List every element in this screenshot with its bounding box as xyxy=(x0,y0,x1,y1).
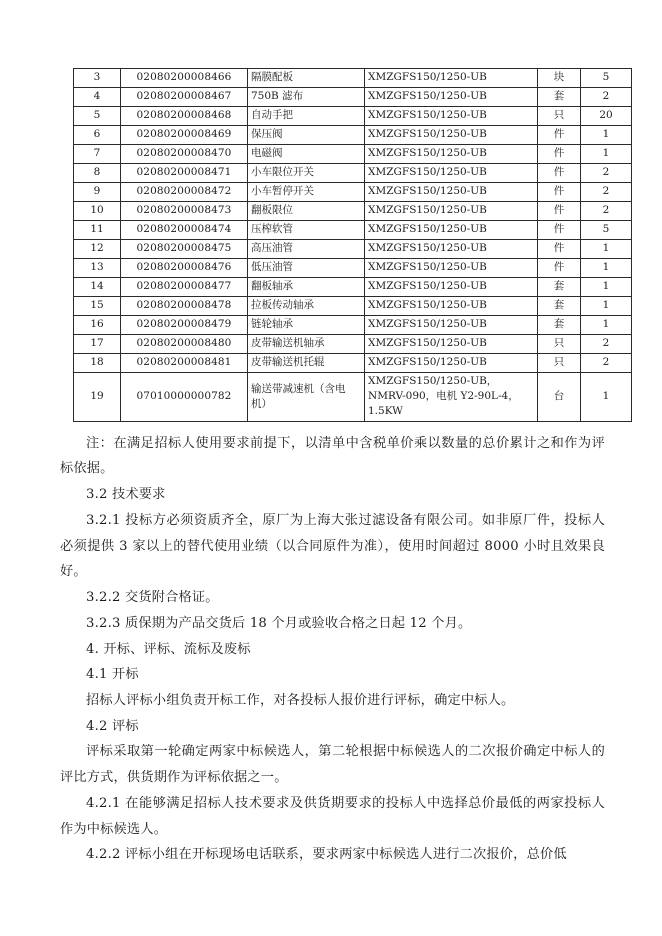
cell-no: 8 xyxy=(74,164,121,183)
table-row xyxy=(74,259,632,278)
cell-code: 02080200008477 xyxy=(121,278,248,297)
cell-code: 02080200008470 xyxy=(121,145,248,164)
cell-code: 02080200008469 xyxy=(121,126,248,145)
cell-spec: XMZGFS150/1250-UB xyxy=(365,316,538,335)
cell-qty: 1 xyxy=(581,278,632,297)
cell-no: 15 xyxy=(74,297,121,316)
cell-qty: 2 xyxy=(581,164,632,183)
section-4-1-heading: 4.1 开标 xyxy=(86,667,139,683)
cell-no: 18 xyxy=(74,354,121,373)
table-row xyxy=(74,297,632,316)
cell-name: 拉板传动轴承 xyxy=(248,297,365,316)
cell-spec: XMZGFS150/1250-UB xyxy=(365,145,538,164)
cell-no: 19 xyxy=(74,373,121,422)
cell-unit: 件 xyxy=(538,126,581,145)
cell-no: 3 xyxy=(74,69,121,88)
cell-code: 02080200008472 xyxy=(121,183,248,202)
cell-no: 16 xyxy=(74,316,121,335)
cell-unit: 套 xyxy=(538,297,581,316)
cell-name: 保压阀 xyxy=(248,126,365,145)
table-row xyxy=(74,164,632,183)
cell-name: 电磁阀 xyxy=(248,145,365,164)
cell-spec: XMZGFS150/1250-UB xyxy=(365,221,538,240)
cell-code: 02080200008473 xyxy=(121,202,248,221)
cell-name: 自动手把 xyxy=(248,107,365,126)
cell-no: 14 xyxy=(74,278,121,297)
cell-name: 低压油管 xyxy=(248,259,365,278)
cell-name: 翻板轴承 xyxy=(248,278,365,297)
cell-qty: 1 xyxy=(581,373,632,422)
cell-name: 链轮轴承 xyxy=(248,316,365,335)
cell-qty: 20 xyxy=(581,107,632,126)
section-3-2-3-text: 3.2.3 质保期为产品交货后 18 个月或验收合格之日起 12 个月。 xyxy=(86,615,472,631)
cell-spec: XMZGFS150/1250-UB xyxy=(365,88,538,107)
cell-unit: 件 xyxy=(538,240,581,259)
table-row xyxy=(74,316,632,335)
cell-name: 隔膜配板 xyxy=(248,69,365,88)
cell-name: 皮带输送机托辊 xyxy=(248,354,365,373)
cell-spec: XMZGFS150/1250-UB xyxy=(365,335,538,354)
cell-unit: 件 xyxy=(538,183,581,202)
cell-no: 6 xyxy=(74,126,121,145)
cell-spec: XMZGFS150/1250-UB，NMRV-090，电机 Y2-90L-4，1.5KW xyxy=(365,373,538,422)
table-row xyxy=(74,88,632,107)
table-body xyxy=(74,69,632,422)
page-content xyxy=(60,68,613,868)
cell-spec: XMZGFS150/1250-UB xyxy=(365,278,538,297)
cell-code: 02080200008479 xyxy=(121,316,248,335)
cell-unit: 台 xyxy=(538,373,581,422)
cell-spec: XMZGFS150/1250-UB xyxy=(365,183,538,202)
cell-qty: 2 xyxy=(581,88,632,107)
cell-qty: 2 xyxy=(581,183,632,202)
cell-unit: 件 xyxy=(538,145,581,164)
table-row xyxy=(74,373,632,422)
section-4-2-2-text: 4.2.2 评标小组在开标现场电话联系，要求两家中标候选人进行二次报价，总价低 xyxy=(86,847,567,863)
cell-code: 02080200008474 xyxy=(121,221,248,240)
cell-name: 小车限位开关 xyxy=(248,164,365,183)
cell-code: 02080200008475 xyxy=(121,240,248,259)
cell-no: 17 xyxy=(74,335,121,354)
table-row xyxy=(74,69,632,88)
cell-code: 02080200008478 xyxy=(121,297,248,316)
cell-unit: 套 xyxy=(538,88,581,107)
cell-name: 翻板限位 xyxy=(248,202,365,221)
cell-no: 9 xyxy=(74,183,121,202)
table-row xyxy=(74,202,632,221)
cell-qty: 1 xyxy=(581,126,632,145)
equipment-items-table xyxy=(73,68,632,422)
cell-name: 压榨软管 xyxy=(248,221,365,240)
table-paragraph-gap xyxy=(60,422,605,424)
cell-qty: 2 xyxy=(581,202,632,221)
cell-code: 07010000000782 xyxy=(121,373,248,422)
cell-unit: 套 xyxy=(538,278,581,297)
cell-no: 7 xyxy=(74,145,121,164)
cell-code: 02080200008467 xyxy=(121,88,248,107)
table-row xyxy=(74,335,632,354)
cell-no: 11 xyxy=(74,221,121,240)
cell-qty: 5 xyxy=(581,69,632,88)
cell-unit: 只 xyxy=(538,335,581,354)
cell-name: 皮带输送机轴承 xyxy=(248,335,365,354)
section-4-2-heading: 4.2 评标 xyxy=(86,718,139,734)
cell-no: 4 xyxy=(74,88,121,107)
note-paragraph: 注：在满足招标人使用要求前提下，以清单中含税单价乘以数量的总价累计之和作为评标依据。 xyxy=(60,435,605,477)
cell-name: 高压油管 xyxy=(248,240,365,259)
cell-qty: 2 xyxy=(581,354,632,373)
cell-code: 02080200008471 xyxy=(121,164,248,183)
table-row xyxy=(74,126,632,145)
cell-spec: XMZGFS150/1250-UB xyxy=(365,126,538,145)
cell-code: 02080200008466 xyxy=(121,69,248,88)
table-row xyxy=(74,183,632,202)
cell-unit: 块 xyxy=(538,69,581,88)
cell-unit: 只 xyxy=(538,107,581,126)
cell-qty: 1 xyxy=(581,316,632,335)
table-row xyxy=(74,278,632,297)
cell-spec: XMZGFS150/1250-UB xyxy=(365,297,538,316)
section-3-2-heading: 3.2 技术要求 xyxy=(86,487,166,503)
cell-unit: 件 xyxy=(538,202,581,221)
table-row xyxy=(74,221,632,240)
cell-spec: XMZGFS150/1250-UB xyxy=(365,69,538,88)
cell-unit: 只 xyxy=(538,354,581,373)
cell-qty: 1 xyxy=(581,259,632,278)
cell-spec: XMZGFS150/1250-UB xyxy=(365,240,538,259)
table-row xyxy=(74,240,632,259)
cell-code: 02080200008480 xyxy=(121,335,248,354)
cell-no: 10 xyxy=(74,202,121,221)
table-row xyxy=(74,354,632,373)
section-4-2-body: 评标采取第一轮确定两家中标候选人，第二轮根据中标候选人的二次报价确定中标人的评比方式，供货期作为评标依据之一。 xyxy=(60,744,605,786)
cell-spec: XMZGFS150/1250-UB xyxy=(365,202,538,221)
cell-name: 输送带减速机（含电机） xyxy=(248,373,365,422)
cell-unit: 套 xyxy=(538,316,581,335)
cell-no: 13 xyxy=(74,259,121,278)
table-row xyxy=(74,107,632,126)
cell-code: 02080200008468 xyxy=(121,107,248,126)
cell-name: 750B 滤布 xyxy=(248,88,365,107)
table-row xyxy=(74,145,632,164)
section-3-2-1-text: 3.2.1 投标方必须资质齐全，原厂为上海大张过滤设备有限公司。如非原厂件，投标人必须提供 3 家以上的替代使用业绩（以合同原件为准），使用时间超过 8000 小时且效果良好。 xyxy=(60,512,605,580)
cell-unit: 件 xyxy=(538,164,581,183)
cell-spec: XMZGFS150/1250-UB xyxy=(365,107,538,126)
section-4-heading: 4. 开标、评标、流标及废标 xyxy=(86,641,251,657)
cell-spec: XMZGFS150/1250-UB xyxy=(365,259,538,278)
cell-spec: XMZGFS150/1250-UB xyxy=(365,354,538,373)
cell-code: 02080200008476 xyxy=(121,259,248,278)
cell-spec: XMZGFS150/1250-UB xyxy=(365,164,538,183)
cell-no: 12 xyxy=(74,240,121,259)
cell-qty: 2 xyxy=(581,335,632,354)
cell-no: 5 xyxy=(74,107,121,126)
section-3-2-2-text: 3.2.2 交货附合格证。 xyxy=(86,590,219,606)
cell-qty: 1 xyxy=(581,145,632,164)
cell-unit: 件 xyxy=(538,221,581,240)
cell-qty: 5 xyxy=(581,221,632,240)
cell-unit: 件 xyxy=(538,259,581,278)
cell-qty: 1 xyxy=(581,297,632,316)
section-4-2-1-text: 4.2.1 在能够满足招标人技术要求及供货期要求的投标人中选择总价最低的两家投标人作为中标候选人。 xyxy=(60,795,605,837)
cell-code: 02080200008481 xyxy=(121,354,248,373)
cell-name: 小车暂停开关 xyxy=(248,183,365,202)
section-4-1-body: 招标人评标小组负责开标工作，对各投标人报价进行评标，确定中标人。 xyxy=(86,693,515,708)
cell-qty: 1 xyxy=(581,240,632,259)
